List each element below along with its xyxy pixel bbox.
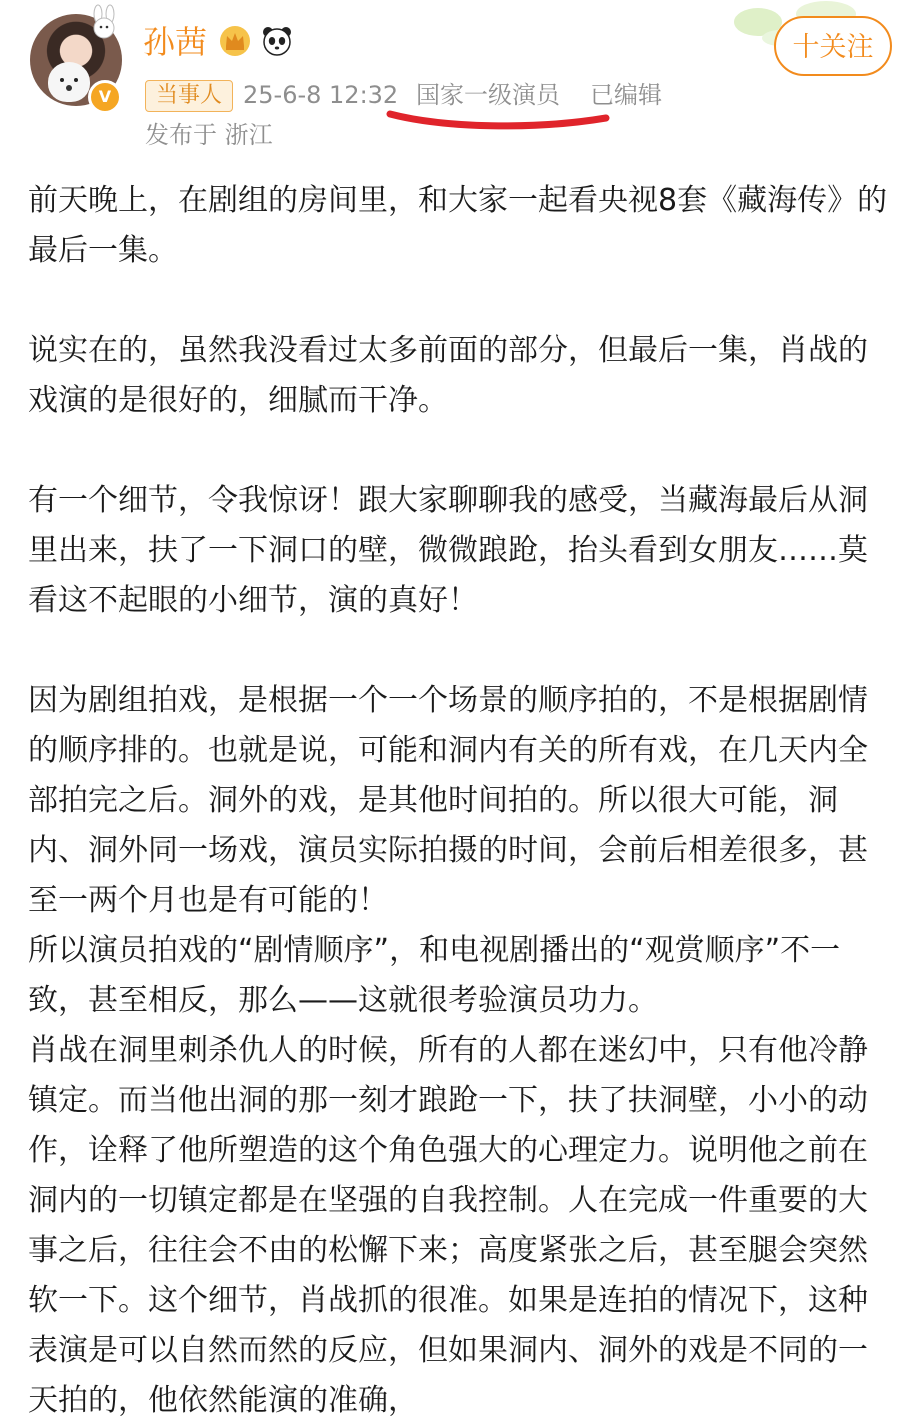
post-body	[28, 176, 896, 1426]
title-badge: 国家一级演员	[416, 81, 560, 109]
red-underline-mark	[384, 104, 612, 130]
bunny-icon	[86, 4, 122, 40]
crown-icon	[218, 24, 252, 58]
post-paragraph: 所以演员拍戏的“剧情顺序”，和电视剧播出的“观赏顺序”不一致，甚至相反，那么——这就很考验演员功力。	[28, 933, 841, 1018]
post-timestamp: 25-6-8 12:32	[243, 81, 399, 109]
post-paragraph: 前天晚上，在剧组的房间里，和大家一起看央视8套《藏海传》的最后一集。	[28, 183, 888, 268]
post-paragraph: 因为剧组拍戏，是根据一个一个场景的顺序拍的，不是根据剧情的顺序排的。也就是说，可能和洞内有关的所有戏，在几天内全部拍完之后。洞外的戏，是其他时间拍的。所以很大可能，洞内、洞外同一场戏，演员实际拍摄的时间，会前后相差很多，甚至一两个月也是有可能的！	[28, 683, 868, 918]
dog-figure	[48, 62, 90, 102]
post-paragraph: 肖战在洞里刺杀仇人的时候，所有的人都在迷幻中，只有他冷静镇定。而当他出洞的那一刻才踉跄一下，扶了扶洞壁，小小的动作，诠释了他所塑造的这个角色强大的心理定力。说明他之前在洞内的一切镇定都是在坚强的自我控制。人在完成一件重要的大事之后，往往会不由的松懈下来；高度紧张之后，甚至腿会突然软一下。这个细节，肖战抓的很准。如果是连拍的情况下，这种表演是可以自然而然的反应，但如果洞内、洞外的戏是不同的一天拍的，他依然能演的准确，	[28, 1033, 868, 1418]
role-tag: 当事人	[145, 80, 233, 112]
edited-label[interactable]: 已编辑	[590, 81, 662, 109]
post-header	[0, 0, 922, 160]
follow-button[interactable]: 十关注	[774, 16, 892, 76]
post-paragraph: 说实在的，虽然我没看过太多前面的部分，但最后一集，肖战的戏演的是很好的，细腻而干净。	[28, 333, 868, 418]
panda-icon	[260, 24, 294, 58]
post-paragraph: 有一个细节，令我惊讶！跟大家聊聊我的感受，当藏海最后从洞里出来，扶了一下洞口的壁，微微踉跄，抬头看到女朋友……莫看这不起眼的小细节，演的真好！	[28, 483, 868, 618]
verified-v-icon: V	[88, 80, 122, 114]
post-location: 发布于 浙江	[145, 121, 273, 149]
author-name[interactable]: 孙茜	[143, 23, 208, 61]
